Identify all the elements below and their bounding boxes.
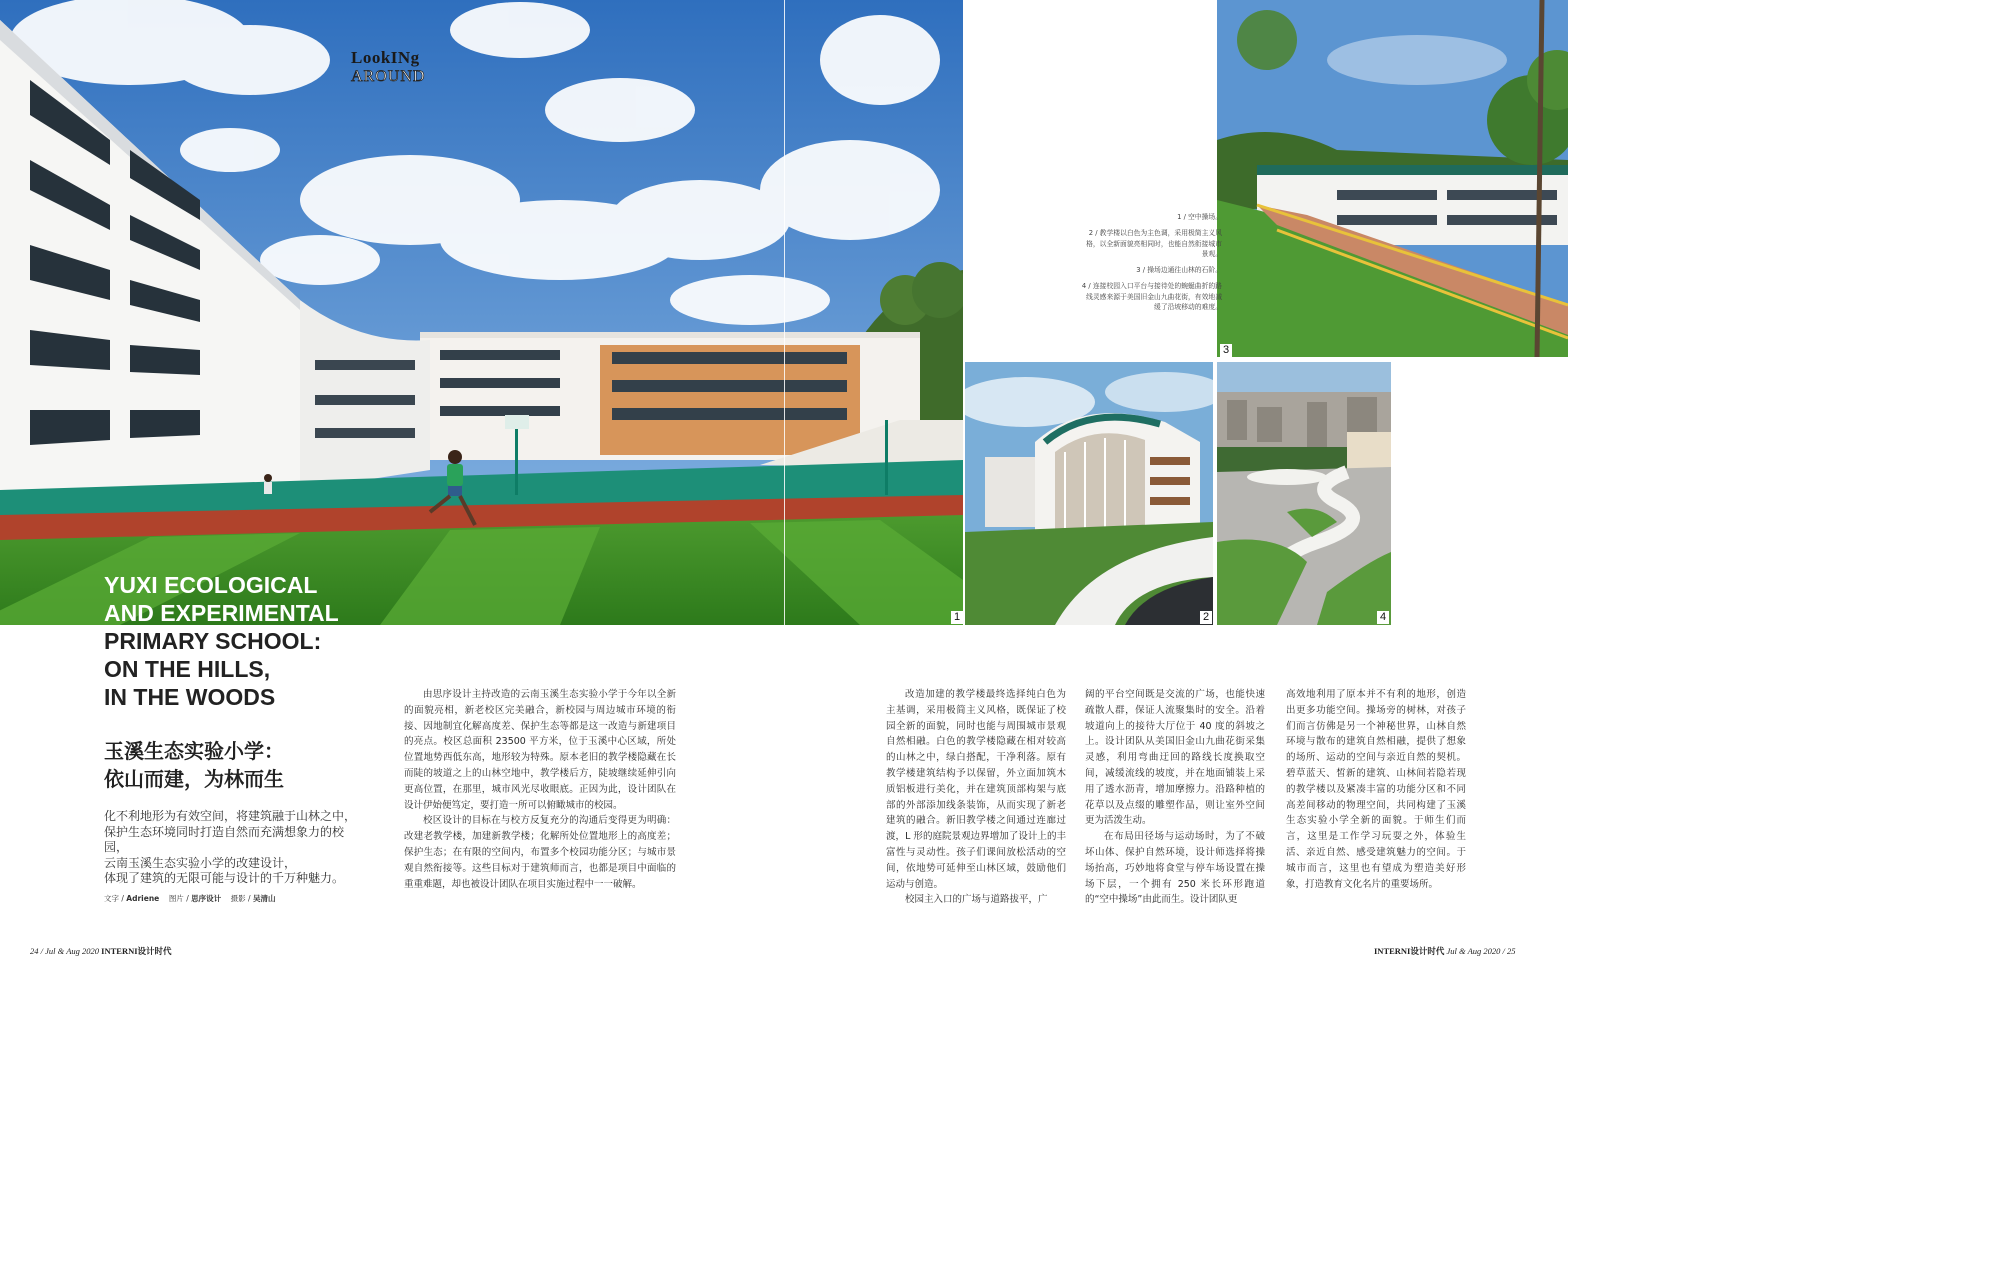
body-column-1 [404, 687, 676, 892]
intro-line: 体现了建筑的无限可能与设计的千万种魅力。 [104, 871, 345, 885]
photo-number-4: 4 [1377, 611, 1389, 624]
headline-line: IN THE WOODS [104, 684, 276, 710]
caption: 3 / 操场边通往山林的石阶。 [1136, 266, 1222, 275]
photo-4 [1217, 362, 1391, 625]
footer-right: INTERNI设计时代 Jul & Aug 2020 / 25 [1374, 946, 1516, 956]
brand-left: INTERNI设计时代 [101, 946, 172, 956]
photo-number-3: 3 [1220, 344, 1232, 357]
article-headline [104, 571, 394, 711]
chinese-title-line: 依山而建，为林而生 [104, 767, 284, 791]
headline-line: AND EXPERIMENTAL [104, 600, 339, 626]
chinese-title-line: 玉溪生态实验小学： [104, 739, 284, 763]
intro-line: 云南玉溪生态实验小学的改建设计， [104, 855, 297, 870]
headline-line: PRIMARY SCHOOL: [104, 628, 322, 654]
credits-line: 文字 / Adriene 图片 / 思序设计 摄影 / 吴清山 [104, 894, 276, 903]
paragraph: 高效地利用了原本并不有利的地形，创造出更多功能空间。操场旁的树林，对孩子们而言仿佛是另一个神秘世界，山林自然环境与散布的建筑自然相融，提供了想象的场所、运动的空间与亲近自然的契机。碧草蓝天、皙新的建筑、山林间若隐若现的教学楼以及紧凑丰富的功能分区和不同高差间移动的物理空间，共同构建了玉溪生态实验小学全新的面貌。于师生们而言，这里是工作学习玩耍之外，体验生活、亲近自然、感受建筑魅力的空间。于城市而言，这里也有望成为塑造美好形象，打造教育文化名片的重要场所。 [1286, 689, 1466, 890]
paragraph: 在布局田径场与运动场时，为了不破坏山体、保护自然环境，设计师选择将操场抬高，巧妙地将食堂与停车场设置在操场下层，一个拥有 250 米长环形跑道的“空中操场”由此而生。设计团队更 [1085, 831, 1265, 906]
body-column-3 [1085, 687, 1265, 908]
masthead-line-1: LookINg [351, 48, 420, 67]
paragraph: 校区设计的目标在与校方反复充分的沟通后变得更为明确：改建老教学楼，加建新教学楼；化解所处位置地形上的高度差；保护生态；在有限的空间内，布置多个校园功能分区；与城市景观自然衔接等。这些目标对于建筑师而言，也都是项目中面临的重重难题，却也被设计团队在项目实施过程中一一破解。 [404, 815, 676, 890]
paragraph: 阔的平台空间既是交流的广场，也能快速疏散人群，保证人流聚集时的安全。沿着坡道向上的接待大厅位于 40 度的斜坡之上。设计团队从美国旧金山九曲花街采集灵感，利用弯曲迂回的路线长度换取空间，减缓流线的坡度，并在地面铺装上采用了透水沥青，增加摩擦力。沿路种植的花草以及点缀的雕塑作品，则让室外空间更为活泼生动。 [1085, 689, 1265, 827]
photo-number-2: 2 [1200, 611, 1212, 624]
issue-date-right: Jul & Aug 2020 [1446, 946, 1501, 956]
paragraph: 由思序设计主持改造的云南玉溪生态实验小学于今年以全新的面貌亮相，新老校区完美融合，新校园与周边城市环境的衔接、因地制宜化解高度差、保护生态等都是这一改造与新建项目的亮点。校区总面积 23500 平方米，位于玉溪中心区域，所处位置地势西低东高，地形较为特殊。原本老旧的教学楼隐藏在长而陡的坡道之上的山林空地中，教学楼后方，陡坡继续延伸引向更高位置，在那里，城市风光尽收眼底。正因为此，设计团队在设计伊始便笃定，要打造一所可以俯瞰城市的校园。 [404, 689, 676, 811]
paragraph: 校园主入口的广场与道路拔平，广 [905, 894, 1048, 906]
intro-deck [104, 809, 364, 887]
intro-line: 保护生态环境同时打造自然而充满想象力的校园， [104, 824, 345, 854]
photo-2 [965, 362, 1213, 625]
paragraph: 改造加建的教学楼最终选择纯白色为主基调，采用极简主义风格，既保证了校园全新的面貌，同时也能与周围城市景观自然相融。白色的教学楼隐藏在相对较高的山林之中，绿白搭配，干净利落。原有教学楼建筑结构予以保留，外立面加筑木质铝板进行美化，并在建筑顶部构架与底部的外部添加线条装饰，从而实现了新老建筑的融合。新旧教学楼之间通过连廊过渡，L 形的庭院景观边界增加了设计上的丰富性与灵动性。孩子们课间放松活动的空间，依地势可延伸至山林区域，鼓励他们运动与创造。 [886, 689, 1066, 890]
hero-photo [0, 0, 963, 625]
page-number-left: 24 [30, 946, 39, 956]
photo-3 [1217, 0, 1568, 357]
headline-line: YUXI ECOLOGICAL [104, 572, 318, 598]
caption: 2 / 教学楼以白色为主色调，采用极简主义风格，以全新面貌亮相同时，也能自然衔接城市景观。 [1086, 229, 1222, 258]
body-column-2 [886, 687, 1066, 908]
photo-captions [1080, 212, 1222, 318]
intro-line: 化不利地形为有效空间，将建筑融于山林之中， [104, 809, 357, 823]
author: Adriene [126, 894, 160, 903]
photo-number-1: 1 [951, 611, 963, 624]
chinese-title [104, 737, 404, 793]
brand-right: INTERNI设计时代 [1374, 946, 1445, 956]
page-number-right: 25 [1507, 946, 1516, 956]
caption: 4 / 连接校园入口平台与接待处的蜿蜒曲折的路线灵感来源于美国旧金山九曲花街，有效地减缓了沿坡移动的难度。 [1081, 282, 1222, 312]
issue-date-left: Jul & Aug 2020 [45, 946, 100, 956]
footer-left: 24 / Jul & Aug 2020 INTERNI设计时代 [30, 946, 172, 956]
section-masthead [351, 48, 425, 86]
masthead-line-2: AROUND [351, 68, 426, 85]
body-column-4 [1286, 687, 1466, 892]
spread-gutter [784, 0, 785, 625]
photographer: 吴清山 [252, 894, 276, 903]
image-credit: 思序设计 [191, 894, 222, 903]
headline-line: ON THE HILLS, [104, 656, 271, 682]
caption: 1 / 空中操场。 [1177, 213, 1222, 221]
